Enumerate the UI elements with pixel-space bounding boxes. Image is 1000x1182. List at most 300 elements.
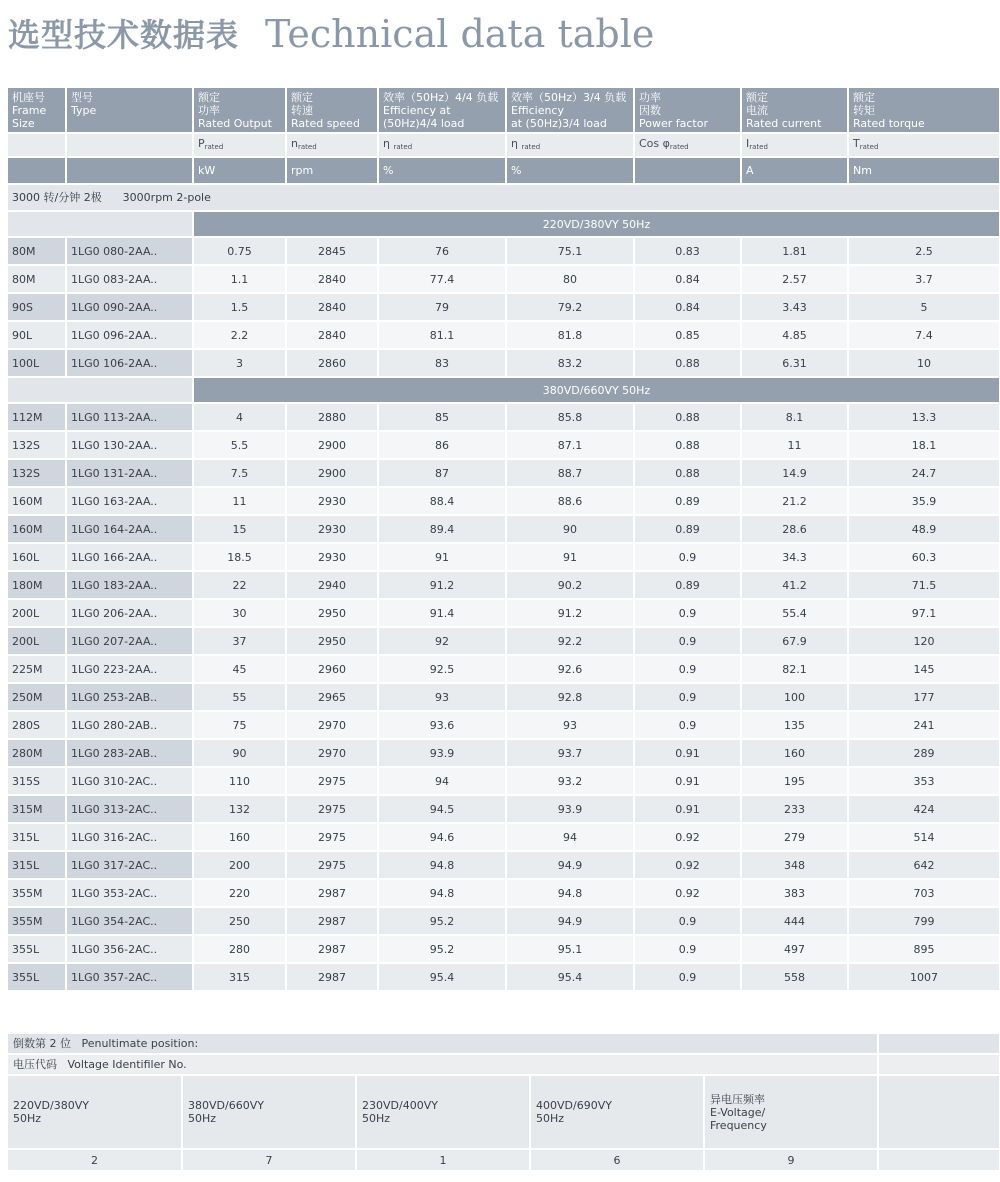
header-eff44-en2: (50Hz)4/4 load — [383, 116, 465, 130]
symbol-speed — [286, 133, 378, 157]
eff44-cell: 95.2 — [378, 935, 506, 963]
pf-cell: 0.88 — [634, 349, 741, 377]
speed-cell: 2987 — [286, 935, 378, 963]
header-pf-en: Power factor — [639, 116, 708, 130]
frame-cell: 280S — [8, 711, 66, 739]
eff44-cell: 93.9 — [378, 739, 506, 767]
pf-cell: 0.9 — [634, 683, 741, 711]
eff34-cell: 90.2 — [506, 571, 634, 599]
voltage-option-code: 7 — [182, 1149, 356, 1171]
current-cell: 14.9 — [741, 459, 848, 487]
type-cell: 1LG0 280-2AB.. — [66, 711, 193, 739]
type-cell: 1LG0 164-2AA.. — [66, 515, 193, 543]
table-row — [8, 907, 1000, 935]
pf-cell: 0.9 — [634, 599, 741, 627]
current-cell: 195 — [741, 767, 848, 795]
symbol-pf — [634, 133, 741, 157]
current-cell: 135 — [741, 711, 848, 739]
header-current-zh1: 额定 — [746, 90, 768, 104]
unit-pf — [634, 157, 741, 184]
eff44-cell: 88.4 — [378, 487, 506, 515]
symbol-sub: rated — [669, 142, 689, 151]
type-cell: 1LG0 354-2AC.. — [66, 907, 193, 935]
header-pf-zh1: 功率 — [639, 90, 661, 104]
output-cell: 1.5 — [193, 293, 286, 321]
eff44-cell: 85 — [378, 403, 506, 431]
pf-cell: 0.89 — [634, 571, 741, 599]
output-cell: 11 — [193, 487, 286, 515]
pf-cell: 0.9 — [634, 655, 741, 683]
header-current-en: Rated current — [746, 116, 822, 130]
type-cell: 1LG0 106-2AA.. — [66, 349, 193, 377]
voltage-option-code: 1 — [356, 1149, 530, 1171]
eff34-cell: 80 — [506, 265, 634, 293]
current-cell: 233 — [741, 795, 848, 823]
frame-cell: 355M — [8, 879, 66, 907]
unit-blank — [8, 157, 66, 184]
current-cell: 558 — [741, 963, 848, 991]
speed-cell: 2840 — [286, 293, 378, 321]
current-cell: 2.57 — [741, 265, 848, 293]
speed-cell: 2975 — [286, 767, 378, 795]
type-cell: 1LG0 166-2AA.. — [66, 543, 193, 571]
table-row — [8, 683, 1000, 711]
page-title — [8, 4, 654, 56]
eff44-cell: 77.4 — [378, 265, 506, 293]
symbol-blank — [66, 133, 193, 157]
current-cell: 67.9 — [741, 627, 848, 655]
eff34-cell: 94.8 — [506, 879, 634, 907]
output-cell: 2.2 — [193, 321, 286, 349]
header-frame-size — [8, 88, 66, 133]
eff44-cell: 79 — [378, 293, 506, 321]
speed-cell: 2860 — [286, 349, 378, 377]
torque-cell: 71.5 — [848, 571, 1000, 599]
footer-blank — [878, 1075, 1000, 1149]
footer-penultimate-row — [8, 1034, 1000, 1054]
header-eff34-en1: Efficiency — [511, 103, 564, 117]
pf-cell: 0.84 — [634, 265, 741, 293]
eff44-cell: 95.4 — [378, 963, 506, 991]
symbol-blank — [8, 133, 66, 157]
eff34-cell: 93.7 — [506, 739, 634, 767]
header-frame-en1: Frame — [12, 103, 47, 117]
current-cell: 1.81 — [741, 237, 848, 265]
output-cell: 132 — [193, 795, 286, 823]
speed-cell: 2845 — [286, 237, 378, 265]
eff44-cell: 94.8 — [378, 851, 506, 879]
speed-cell: 2930 — [286, 487, 378, 515]
table-row — [8, 349, 1000, 377]
eff34-cell: 87.1 — [506, 431, 634, 459]
table-row — [8, 851, 1000, 879]
symbol-sub: rated — [393, 142, 413, 151]
type-cell: 1LG0 163-2AA.. — [66, 487, 193, 515]
table-row — [8, 515, 1000, 543]
eff34-cell: 95.1 — [506, 935, 634, 963]
table-row — [8, 459, 1000, 487]
technical-data-table — [8, 88, 1000, 992]
frame-cell: 80M — [8, 237, 66, 265]
header-output-zh2: 功率 — [198, 103, 220, 117]
output-cell: 280 — [193, 935, 286, 963]
header-row-symbols — [8, 133, 1000, 157]
output-cell: 110 — [193, 767, 286, 795]
pf-cell: 0.85 — [634, 321, 741, 349]
speed-cell: 2987 — [286, 963, 378, 991]
output-cell: 5.5 — [193, 431, 286, 459]
pf-cell: 0.88 — [634, 459, 741, 487]
speed-cell: 2880 — [286, 403, 378, 431]
header-speed-en: Rated speed — [291, 116, 360, 130]
current-cell: 100 — [741, 683, 848, 711]
voltage-option-label — [530, 1075, 704, 1149]
torque-cell: 799 — [848, 907, 1000, 935]
symbol-output — [193, 133, 286, 157]
header-rated-speed — [286, 88, 378, 133]
frame-cell: 100L — [8, 349, 66, 377]
eff44-cell: 94 — [378, 767, 506, 795]
frame-cell: 355M — [8, 907, 66, 935]
voltage-group-row — [8, 211, 1000, 237]
footer-voltage-id-row — [8, 1054, 1000, 1075]
torque-cell: 145 — [848, 655, 1000, 683]
current-cell: 444 — [741, 907, 848, 935]
pf-cell: 0.9 — [634, 935, 741, 963]
header-eff34-zh: 效率（50Hz）3/4 负载 — [511, 90, 627, 104]
voltage-code-table — [8, 1034, 1000, 1172]
speed-cell: 2960 — [286, 655, 378, 683]
table-row — [8, 265, 1000, 293]
frame-cell: 315L — [8, 823, 66, 851]
eff44-cell: 94.6 — [378, 823, 506, 851]
voltage-code-body — [8, 1034, 1000, 1171]
voltage-option-label — [704, 1075, 878, 1149]
type-cell: 1LG0 130-2AA.. — [66, 431, 193, 459]
symbol-sub: rated — [749, 142, 768, 151]
header-speed-zh1: 额定 — [291, 90, 313, 104]
type-cell: 1LG0 253-2AB.. — [66, 683, 193, 711]
header-output-zh1: 额定 — [198, 90, 220, 104]
voltage-option-line: 230VD/400VY — [362, 1099, 438, 1112]
voltage-group-label: 220VD/380VY 50Hz — [193, 211, 1000, 237]
footer-blank — [878, 1034, 1000, 1054]
output-cell: 200 — [193, 851, 286, 879]
frame-cell: 280M — [8, 739, 66, 767]
symbol-current — [741, 133, 848, 157]
header-eff44-en1: Efficiency at — [383, 103, 451, 117]
torque-cell: 18.1 — [848, 431, 1000, 459]
section-row — [8, 184, 1000, 211]
speed-cell: 2975 — [286, 823, 378, 851]
symbol-main: η — [383, 136, 390, 150]
type-cell: 1LG0 206-2AA.. — [66, 599, 193, 627]
unit-output: kW — [193, 157, 286, 184]
header-pf-zh2: 因数 — [639, 103, 661, 117]
title-english: Technical data table — [265, 12, 655, 56]
output-cell: 22 — [193, 571, 286, 599]
frame-cell: 160M — [8, 515, 66, 543]
table-body — [8, 88, 1000, 991]
symbol-main: P — [198, 136, 205, 150]
torque-cell: 13.3 — [848, 403, 1000, 431]
torque-cell: 514 — [848, 823, 1000, 851]
eff34-cell: 90 — [506, 515, 634, 543]
eff34-cell: 91.2 — [506, 599, 634, 627]
current-cell: 28.6 — [741, 515, 848, 543]
output-cell: 220 — [193, 879, 286, 907]
current-cell: 279 — [741, 823, 848, 851]
speed-cell: 2900 — [286, 431, 378, 459]
voltage-group-row — [8, 377, 1000, 403]
eff34-cell: 94.9 — [506, 907, 634, 935]
frame-cell: 225M — [8, 655, 66, 683]
current-cell: 21.2 — [741, 487, 848, 515]
header-torque-zh2: 转矩 — [853, 103, 875, 117]
voltage-option-line: 380VD/660VY — [188, 1099, 264, 1112]
output-cell: 45 — [193, 655, 286, 683]
type-cell: 1LG0 090-2AA.. — [66, 293, 193, 321]
eff44-cell: 89.4 — [378, 515, 506, 543]
table-row — [8, 293, 1000, 321]
symbol-eff44 — [378, 133, 506, 157]
pf-cell: 0.89 — [634, 487, 741, 515]
current-cell: 41.2 — [741, 571, 848, 599]
frame-cell: 160L — [8, 543, 66, 571]
frame-cell: 90S — [8, 293, 66, 321]
pf-cell: 0.9 — [634, 627, 741, 655]
table-row — [8, 655, 1000, 683]
speed-cell: 2975 — [286, 851, 378, 879]
symbol-sub: rated — [521, 142, 541, 151]
output-cell: 37 — [193, 627, 286, 655]
torque-cell: 2.5 — [848, 237, 1000, 265]
eff34-cell: 94 — [506, 823, 634, 851]
current-cell: 34.3 — [741, 543, 848, 571]
pf-cell: 0.9 — [634, 543, 741, 571]
torque-cell: 289 — [848, 739, 1000, 767]
current-cell: 4.85 — [741, 321, 848, 349]
eff44-cell: 86 — [378, 431, 506, 459]
eff34-cell: 92.8 — [506, 683, 634, 711]
header-efficiency-34 — [506, 88, 634, 133]
torque-cell: 1007 — [848, 963, 1000, 991]
unit-blank — [66, 157, 193, 184]
header-efficiency-full — [378, 88, 506, 133]
output-cell: 160 — [193, 823, 286, 851]
eff34-cell: 88.7 — [506, 459, 634, 487]
frame-cell: 200L — [8, 599, 66, 627]
unit-current: A — [741, 157, 848, 184]
speed-cell: 2840 — [286, 265, 378, 293]
type-cell: 1LG0 096-2AA.. — [66, 321, 193, 349]
eff44-cell: 87 — [378, 459, 506, 487]
eff44-cell: 92 — [378, 627, 506, 655]
pf-cell: 0.88 — [634, 431, 741, 459]
eff44-cell: 81.1 — [378, 321, 506, 349]
type-cell: 1LG0 131-2AA.. — [66, 459, 193, 487]
torque-cell: 48.9 — [848, 515, 1000, 543]
table-row — [8, 935, 1000, 963]
frame-cell: 132S — [8, 431, 66, 459]
current-cell: 160 — [741, 739, 848, 767]
torque-cell: 241 — [848, 711, 1000, 739]
table-row — [8, 627, 1000, 655]
current-cell: 348 — [741, 851, 848, 879]
frame-cell: 315L — [8, 851, 66, 879]
type-cell: 1LG0 356-2AC.. — [66, 935, 193, 963]
footer-blank — [878, 1054, 1000, 1075]
torque-cell: 60.3 — [848, 543, 1000, 571]
type-cell: 1LG0 357-2AC.. — [66, 963, 193, 991]
symbol-torque — [848, 133, 1000, 157]
symbol-main: Cos φ — [639, 136, 670, 150]
eff44-cell: 94.5 — [378, 795, 506, 823]
speed-cell: 2900 — [286, 459, 378, 487]
pf-cell: 0.88 — [634, 403, 741, 431]
frame-cell: 315S — [8, 767, 66, 795]
pf-cell: 0.92 — [634, 823, 741, 851]
eff34-cell: 83.2 — [506, 349, 634, 377]
torque-cell: 10 — [848, 349, 1000, 377]
frame-cell: 200L — [8, 627, 66, 655]
header-power-factor — [634, 88, 741, 133]
type-cell: 1LG0 283-2AB.. — [66, 739, 193, 767]
symbol-eff34 — [506, 133, 634, 157]
symbol-main: T — [853, 136, 860, 150]
header-type-zh: 型号 — [71, 90, 93, 104]
output-cell: 55 — [193, 683, 286, 711]
header-frame-en2: Size — [12, 116, 35, 130]
type-cell: 1LG0 183-2AA.. — [66, 571, 193, 599]
output-cell: 315 — [193, 963, 286, 991]
unit-torque: Nm — [848, 157, 1000, 184]
speed-cell: 2950 — [286, 627, 378, 655]
table-row — [8, 237, 1000, 265]
voltage-option-line: 400VD/690VY — [536, 1099, 612, 1112]
eff44-cell: 95.2 — [378, 907, 506, 935]
output-cell: 1.1 — [193, 265, 286, 293]
voltage-group-spacer — [8, 211, 193, 237]
eff44-cell: 92.5 — [378, 655, 506, 683]
pf-cell: 0.91 — [634, 767, 741, 795]
current-cell: 383 — [741, 879, 848, 907]
speed-cell: 2970 — [286, 739, 378, 767]
eff34-cell: 92.6 — [506, 655, 634, 683]
eff34-cell: 94.9 — [506, 851, 634, 879]
table-row — [8, 739, 1000, 767]
speed-cell: 2987 — [286, 907, 378, 935]
torque-cell: 353 — [848, 767, 1000, 795]
torque-cell: 7.4 — [848, 321, 1000, 349]
header-eff34-en2: at (50Hz)3/4 load — [511, 116, 607, 130]
voltage-option-line: 220VD/380VY — [13, 1099, 89, 1112]
pf-cell: 0.92 — [634, 851, 741, 879]
type-cell: 1LG0 313-2AC.. — [66, 795, 193, 823]
torque-cell: 120 — [848, 627, 1000, 655]
frame-cell: 90L — [8, 321, 66, 349]
symbol-main: I — [746, 136, 750, 150]
header-row-labels — [8, 88, 1000, 133]
current-cell: 11 — [741, 431, 848, 459]
type-cell: 1LG0 317-2AC.. — [66, 851, 193, 879]
current-cell: 3.43 — [741, 293, 848, 321]
speed-cell: 2940 — [286, 571, 378, 599]
pf-cell: 0.91 — [634, 795, 741, 823]
eff44-cell: 91 — [378, 543, 506, 571]
eff44-cell: 83 — [378, 349, 506, 377]
pf-cell: 0.91 — [634, 739, 741, 767]
header-speed-zh2: 转速 — [291, 103, 313, 117]
penultimate-label: 倒数第 2 位 Penultimate position: — [8, 1034, 878, 1054]
output-cell: 15 — [193, 515, 286, 543]
torque-cell: 424 — [848, 795, 1000, 823]
type-cell: 1LG0 083-2AA.. — [66, 265, 193, 293]
voltage-option-line: E-Voltage/ — [710, 1105, 766, 1119]
type-cell: 1LG0 207-2AA.. — [66, 627, 193, 655]
torque-cell: 35.9 — [848, 487, 1000, 515]
voltage-id-label: 电压代码 Voltage Identifiler No. — [8, 1054, 878, 1075]
header-torque-en: Rated torque — [853, 116, 925, 130]
pf-cell: 0.92 — [634, 879, 741, 907]
pf-cell: 0.9 — [634, 907, 741, 935]
speed-cell: 2840 — [286, 321, 378, 349]
unit-speed: rpm — [286, 157, 378, 184]
voltage-option-label — [8, 1075, 182, 1149]
torque-cell: 895 — [848, 935, 1000, 963]
current-cell: 497 — [741, 935, 848, 963]
voltage-option-line: Frequency — [710, 1118, 767, 1132]
header-current-zh2: 电流 — [746, 103, 768, 117]
voltage-option-code: 6 — [530, 1149, 704, 1171]
header-rated-torque — [848, 88, 1000, 133]
footer-blank — [878, 1149, 1000, 1171]
eff34-cell: 93.9 — [506, 795, 634, 823]
frame-cell: 250M — [8, 683, 66, 711]
type-cell: 1LG0 113-2AA.. — [66, 403, 193, 431]
speed-cell: 2975 — [286, 795, 378, 823]
output-cell: 0.75 — [193, 237, 286, 265]
eff34-cell: 81.8 — [506, 321, 634, 349]
symbol-main: η — [511, 136, 518, 150]
header-output-en: Rated Output — [198, 116, 272, 130]
eff34-cell: 79.2 — [506, 293, 634, 321]
symbol-sub: rated — [204, 142, 224, 151]
table-row — [8, 487, 1000, 515]
eff34-cell: 85.8 — [506, 403, 634, 431]
header-type-en: Type — [71, 103, 97, 117]
current-cell: 6.31 — [741, 349, 848, 377]
current-cell: 82.1 — [741, 655, 848, 683]
header-eff44-zh: 效率（50Hz）4/4 负载 — [383, 90, 499, 104]
output-cell: 18.5 — [193, 543, 286, 571]
torque-cell: 703 — [848, 879, 1000, 907]
pf-cell: 0.83 — [634, 237, 741, 265]
type-cell: 1LG0 080-2AA.. — [66, 237, 193, 265]
eff44-cell: 76 — [378, 237, 506, 265]
speed-cell: 2930 — [286, 543, 378, 571]
voltage-group-spacer — [8, 377, 193, 403]
table-row — [8, 599, 1000, 627]
frame-cell: 355L — [8, 963, 66, 991]
voltage-option-label — [356, 1075, 530, 1149]
symbol-main: n — [291, 136, 298, 150]
table-row — [8, 767, 1000, 795]
eff34-cell: 93 — [506, 711, 634, 739]
unit-eff44: % — [378, 157, 506, 184]
header-rated-output — [193, 88, 286, 133]
type-cell: 1LG0 316-2AC.. — [66, 823, 193, 851]
